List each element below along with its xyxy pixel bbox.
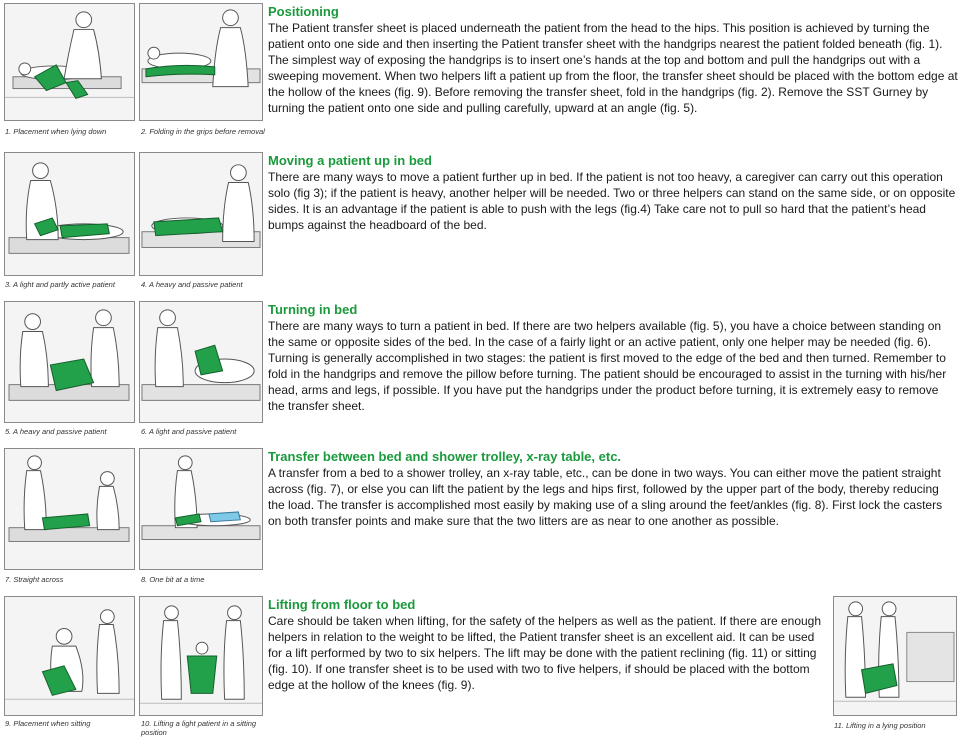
figure-6-illustration <box>139 301 263 423</box>
figure-6-caption: 6. A light and passive patient <box>141 427 237 436</box>
figure-2-caption: 2. Folding in the grips before removal <box>141 127 265 136</box>
figure-3-caption: 3. A light and partly active patient <box>5 280 115 289</box>
section-body-turning: There are many ways to turn a patient in bed. If there are two helpers available (fig. 5), you have a choice between standing on the same or opposite sides of the bed. In the case of a fairly light or an active patient, only one helper may be needed (fig. 6). Turning is generally accomplished in two stages: the patient is first moved to the edge of the bed and then turned. Remember to fold in the handgrips and remove the pillow before turning. The patient should be encouraged to assist in the turning with his/her head, arms and legs, if possible. If you have put the handgrips under the product before turning, it is extremely easy to remove the transfer sheet. <box>268 319 947 413</box>
figure-3-illustration <box>4 152 135 276</box>
section-title-moving-up: Moving a patient up in bed <box>268 153 432 168</box>
figure-5-caption: 5. A heavy and passive patient <box>5 427 107 436</box>
figure-8-illustration <box>139 448 263 570</box>
figure-1-caption: 1. Placement when lying down <box>5 127 107 136</box>
figure-8-caption: 8. One bit at a time <box>141 575 205 584</box>
section-body-positioning: The Patient transfer sheet is placed underneath the patient from the head to the hips. This position is achieved by turning the patient onto one side and then inserting the Patient transfer sheet with the handgrips nearest the patient folded beneath (fig. 1). The simplest way of exposing the handgrips is to insert one’s hands at the top and bottom and pull the handgrips out with a sweeping movement. When two helpers lift a patient up from the floor, the transfer sheet should be placed with the bottom edge at the hollow of the knees (fig. 9). Before removing the transfer sheet, fold in the handgrips (fig. 2). Remove the SST Gurney by turning the patient onto one side and pulling carefully, upward at an angle (fig. 5). <box>268 21 958 115</box>
figure-10-illustration <box>139 596 263 716</box>
figure-2-illustration <box>139 3 263 121</box>
figure-11-illustration <box>833 596 957 716</box>
section-body-moving-up: There are many ways to move a patient further up in bed. If the patient is not too heavy, a caregiver can carry out this operation solo (fig 3); if the patient is heavy, another helper will be needed. Two or three helpers can stand on the same side, or on opposite sides. It is an advantage if the patient is able to push with the legs (fig.4) Take care not to pull so hard that the patient’s head bumps against the headboard of the bed. <box>268 170 956 232</box>
section-title-turning: Turning in bed <box>268 302 358 317</box>
figure-4-caption: 4. A heavy and passive patient <box>141 280 243 289</box>
figure-1-illustration <box>4 3 135 121</box>
figure-7-illustration <box>4 448 135 570</box>
section-body-lifting: Care should be taken when lifting, for the safety of the helpers as well as the patient. If there are enough helpers in relation to the weight to be lifted, the Patient transfer sheet is an excellent aid. It can be used for a lift performed by two to six helpers. The lift may be done with the patient reclining (fig. 11) or sitting (fig. 10). If one transfer sheet is to be used with two to five helpers, if should be placed with the bottom edge at the hollow of the knees (fig. 9). <box>268 614 822 692</box>
section-title-transfer: Transfer between bed and shower trolley, x-ray table, etc. <box>268 449 622 464</box>
figure-5-illustration <box>4 301 135 423</box>
section-body-transfer: A transfer from a bed to a shower trolley, an x-ray table, etc., can be done in two ways. You can either move the patient straight across (fig. 7), or else you can lift the patient by the legs and hips first, followed by the upper part of the body, thereby reducing the load. The transfer is accomplished most easily by making use of a sling around the feet/ankles (fig. 8). First lock the casters on both transfer points and make sure that the two litters are as near to one another as possible. <box>268 466 943 528</box>
section-title-positioning: Positioning <box>268 4 339 19</box>
figure-4-illustration <box>139 152 263 276</box>
figure-7-caption: 7. Straight across <box>5 575 64 584</box>
figure-10-caption: 10. Lifting a light patient in a sitting position <box>141 719 257 737</box>
figure-9-caption: 9. Placement when sitting <box>5 719 91 728</box>
section-title-lifting: Lifting from floor to bed <box>268 597 416 612</box>
figure-9-illustration <box>4 596 135 716</box>
figure-11-caption: 11. Lifting in a lying position <box>834 721 926 730</box>
